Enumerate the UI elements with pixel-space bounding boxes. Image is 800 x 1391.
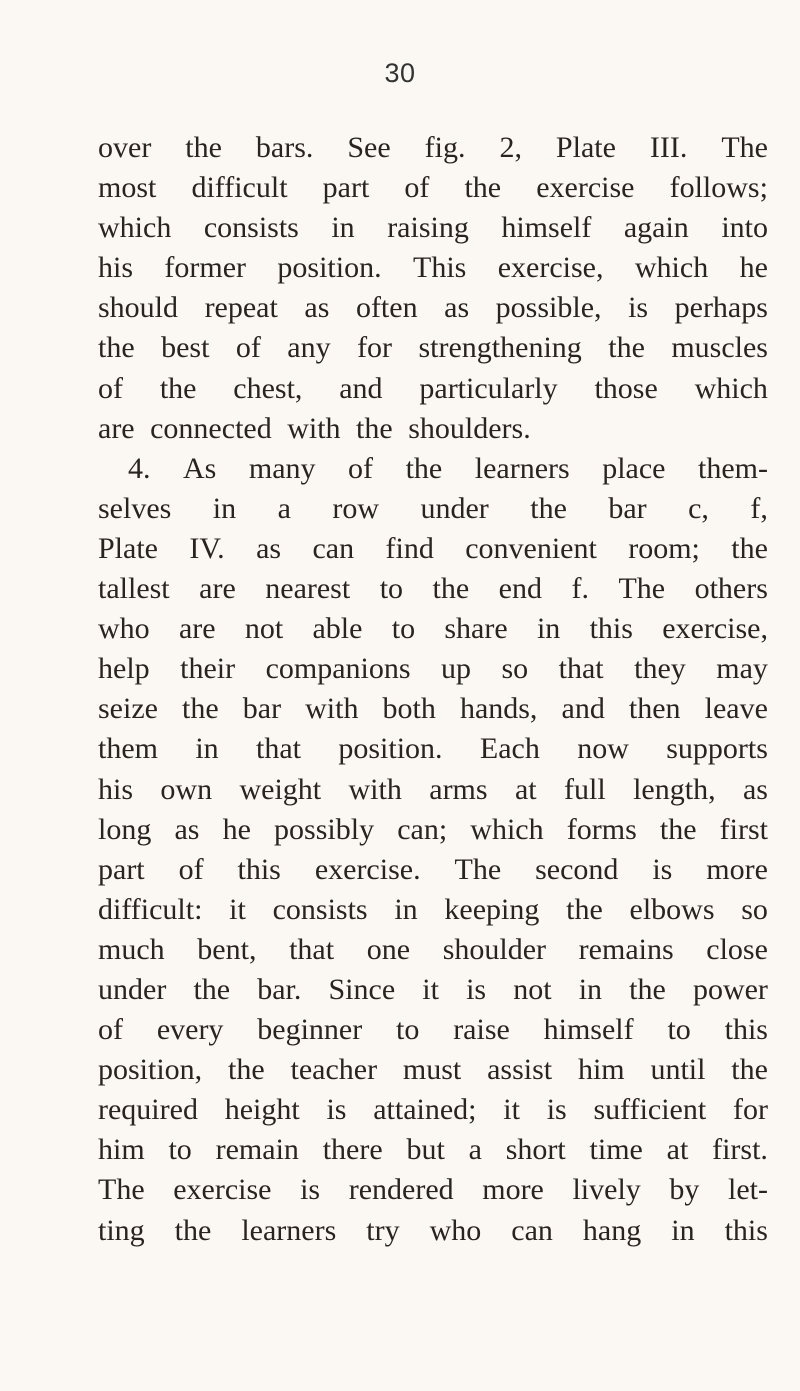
text-line: them in that position. Each now supports (98, 732, 768, 766)
text-line: part of this exercise. The second is more (98, 852, 768, 886)
text-line: 4. As many of the learners place them- (128, 451, 768, 485)
text-line: which consists in raising himself again into (98, 211, 768, 245)
text-line: who are not able to share in this exercise, (98, 612, 768, 646)
text-line: much bent, that one shoulder remains close (98, 932, 768, 966)
text-line: tallest are nearest to the end f. The others (98, 572, 768, 606)
text-line: required height is attained; it is sufficient for (98, 1093, 768, 1127)
text-line: most difficult part of the exercise follows; (98, 171, 768, 205)
text-line: him to remain there but a short time at first. (98, 1133, 768, 1167)
text-line: over the bars. See fig. 2, Plate III. The (98, 131, 768, 164)
body-text (98, 128, 768, 1251)
text-line: the best of any for strengthening the muscles (98, 331, 768, 365)
text-line: long as he possibly can; which forms the first (98, 812, 768, 846)
text-line: seize the bar with both hands, and then leave (98, 692, 768, 726)
text-line: The exercise is rendered more lively by let- (98, 1173, 768, 1207)
text-line: are connected with the shoulders. (98, 411, 531, 445)
text-line: of the chest, and particularly those which (98, 371, 768, 405)
page-number: 30 (384, 58, 416, 88)
text-line: should repeat as often as possible, is perhaps (98, 291, 768, 325)
text-line: position, the teacher must assist him until the (98, 1053, 768, 1087)
text-line: Plate IV. as can find convenient room; the (98, 531, 768, 565)
text-line: difficult: it consists in keeping the elbows so (98, 892, 768, 926)
text-line: his former position. This exercise, which he (98, 251, 768, 285)
text-line: ting the learners try who can hang in this (98, 1213, 768, 1247)
text-line: under the bar. Since it is not in the power (98, 972, 768, 1006)
text-line: of every beginner to raise himself to this (98, 1013, 768, 1047)
text-line: selves in a row under the bar c, f, (98, 491, 768, 525)
text-line: help their companions up so that they may (98, 652, 768, 686)
text-line: his own weight with arms at full length, as (98, 772, 768, 806)
